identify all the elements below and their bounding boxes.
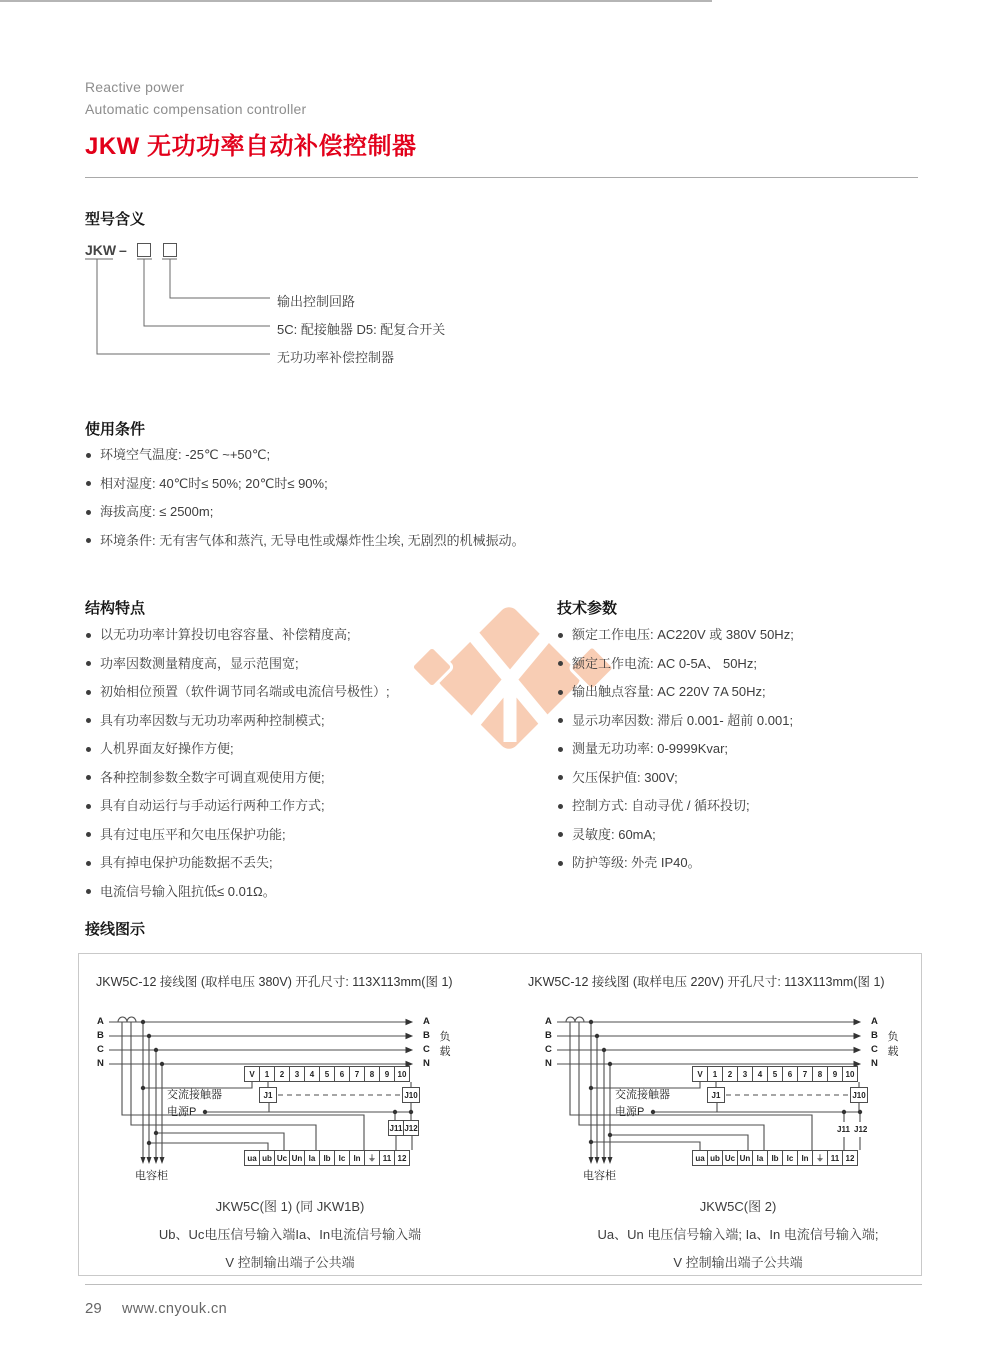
spec-item: 额定工作电压: AC220V 或 380V 50Hz; bbox=[557, 627, 794, 643]
terminal-cell: 12 bbox=[842, 1150, 858, 1166]
terminal-cell: Un bbox=[737, 1150, 753, 1166]
wiring-right-title: JKW5C-12 接线图 (取样电压 220V) 开孔尺寸: 113X113mm(图 1) bbox=[528, 975, 885, 989]
spec-item: 控制方式: 自动寻优 / 循环投切; bbox=[557, 798, 794, 814]
phase-label-b-out: B bbox=[423, 1030, 430, 1041]
phase-label-n-out: N bbox=[871, 1058, 878, 1069]
spec-item: 显示功率因数: 滞后 0.001- 超前 0.001; bbox=[557, 713, 794, 729]
phase-label-c: C bbox=[545, 1044, 552, 1055]
terminal-cell: 4 bbox=[304, 1066, 320, 1082]
subtitle-en-line1: Reactive power bbox=[85, 79, 185, 95]
right-caption-common: V 控制输出端子公共端 bbox=[673, 1255, 803, 1270]
terminal-cell: V bbox=[244, 1066, 260, 1082]
terminal-cell: 3 bbox=[289, 1066, 305, 1082]
model-label-switch-type: 5C: 配接触器 D5: 配复合开关 bbox=[277, 322, 446, 337]
spec-item: 输出触点容量: AC 220V 7A 50Hz; bbox=[557, 684, 794, 700]
terminal-cell: Uc bbox=[722, 1150, 738, 1166]
contactor-label: 交流接触器 bbox=[615, 1089, 670, 1101]
footer-divider bbox=[85, 1284, 922, 1285]
terminal-cell: ub bbox=[259, 1150, 275, 1166]
terminal-cell: Ia bbox=[752, 1150, 768, 1166]
terminal-cell: 2 bbox=[274, 1066, 290, 1082]
terminal-cell: 1 bbox=[259, 1066, 275, 1082]
terminal-cell: 4 bbox=[752, 1066, 768, 1082]
terminal-cell: 9 bbox=[827, 1066, 843, 1082]
relay-cell: J11 bbox=[388, 1120, 404, 1136]
phase-label-n-out: N bbox=[423, 1058, 430, 1069]
bottom-terminal-strip bbox=[244, 1150, 410, 1166]
feature-item: 初始相位预置（软件调节同名端或电流信号极性）; bbox=[85, 684, 390, 700]
terminal-cell: 1 bbox=[707, 1066, 723, 1082]
feature-item: 以无功功率计算投切电容容量、补偿精度高; bbox=[85, 627, 390, 643]
terminal-cell: Ib bbox=[319, 1150, 335, 1166]
features-heading: 结构特点 bbox=[85, 600, 146, 617]
relay-cell: J12 bbox=[403, 1120, 419, 1136]
terminal-cell: Ic bbox=[334, 1150, 350, 1166]
spec-item: 欠压保护值: 300V; bbox=[557, 770, 794, 786]
terminal-cell: V bbox=[692, 1066, 708, 1082]
relay-j11-label: J11 bbox=[837, 1125, 850, 1134]
feature-item: 各种控制参数全数字可调直观使用方便; bbox=[85, 770, 390, 786]
features-list bbox=[85, 627, 390, 912]
phase-label-a-out: A bbox=[871, 1016, 878, 1027]
contactor-label: 交流接触器 bbox=[167, 1089, 222, 1101]
wiring-heading: 接线图示 bbox=[85, 921, 146, 938]
top-terminal-strip bbox=[692, 1066, 858, 1082]
website-url: www.cnyouk.cn bbox=[122, 1301, 228, 1317]
model-label-output-loops: 输出控制回路 bbox=[277, 294, 356, 309]
feature-item: 功率因数测量精度高，显示范围宽; bbox=[85, 656, 390, 672]
terminal-cell: ub bbox=[707, 1150, 723, 1166]
terminal-cell: Ib bbox=[767, 1150, 783, 1166]
terminal-cell: ua bbox=[692, 1150, 708, 1166]
terminal-cell: 10 bbox=[394, 1066, 410, 1082]
capacitor-cabinet-label: 电容柜 bbox=[583, 1170, 616, 1182]
terminal-cell: 12 bbox=[394, 1150, 410, 1166]
right-caption-signals: Ua、Un 电压信号输入端; Ia、In 电流信号输入端; bbox=[597, 1227, 879, 1242]
phase-label-n: N bbox=[545, 1058, 552, 1069]
feature-item: 具有过电压平和欠电压保护功能; bbox=[85, 827, 390, 843]
phase-label-c-out: C bbox=[423, 1044, 430, 1055]
phase-label-b: B bbox=[97, 1030, 104, 1041]
relay-j11-j12-strip bbox=[388, 1120, 419, 1136]
model-prefix: JKW bbox=[85, 242, 117, 258]
wiring-left-title: JKW5C-12 接线图 (取样电压 380V) 开孔尺寸: 113X113mm(图 1) bbox=[96, 975, 453, 989]
usage-heading: 使用条件 bbox=[85, 421, 146, 438]
specs-list bbox=[557, 627, 794, 884]
feature-item: 人机界面友好操作方便; bbox=[85, 741, 390, 757]
usage-item: 环境空气温度: -25℃ ~+50℃; bbox=[85, 447, 525, 463]
spec-item: 灵敏度: 60mA; bbox=[557, 827, 794, 843]
feature-item: 具有掉电保护功能数据不丢失; bbox=[85, 855, 390, 871]
terminal-cell: 3 bbox=[737, 1066, 753, 1082]
terminal-cell: ⏚ bbox=[364, 1150, 380, 1166]
usage-item: 相对湿度: 40℃时≤ 50%; 20℃时≤ 90%; bbox=[85, 476, 525, 492]
phase-label-b: B bbox=[545, 1030, 552, 1041]
phase-label-c-out: C bbox=[871, 1044, 878, 1055]
terminal-cell: In bbox=[349, 1150, 365, 1166]
model-dash: – bbox=[119, 242, 127, 258]
terminal-cell: 7 bbox=[349, 1066, 365, 1082]
terminal-cell: 5 bbox=[767, 1066, 783, 1082]
terminal-cell: 11 bbox=[379, 1150, 395, 1166]
terminal-cell: 9 bbox=[379, 1066, 395, 1082]
terminal-cell: 7 bbox=[797, 1066, 813, 1082]
model-meaning-heading: 型号含义 bbox=[85, 211, 146, 228]
relay-j12-label: J12 bbox=[854, 1125, 868, 1134]
top-terminal-strip bbox=[244, 1066, 410, 1082]
specs-heading: 技术参数 bbox=[557, 600, 618, 617]
page-title: JKW 无功功率自动补偿控制器 bbox=[85, 133, 417, 160]
terminal-cell: 10 bbox=[842, 1066, 858, 1082]
phase-label-c: C bbox=[97, 1044, 104, 1055]
bottom-terminal-strip bbox=[692, 1150, 858, 1166]
relay-j10: J10 bbox=[402, 1087, 420, 1103]
relay-j1: J1 bbox=[707, 1087, 725, 1103]
terminal-cell: Un bbox=[289, 1150, 305, 1166]
terminal-cell: 8 bbox=[812, 1066, 828, 1082]
wiring-diagram-220v bbox=[543, 1008, 933, 1193]
capacitor-cabinet-label: 电容柜 bbox=[135, 1170, 168, 1182]
left-caption-signals: Ub、Uc电压信号输入端Ia、In电流信号输入端 bbox=[158, 1227, 422, 1242]
right-caption-model: JKW5C(图 2) bbox=[699, 1199, 777, 1214]
left-caption-common: V 控制输出端子公共端 bbox=[225, 1255, 355, 1270]
terminal-cell: 5 bbox=[319, 1066, 335, 1082]
spec-item: 测量无功功率: 0-9999Kvar; bbox=[557, 741, 794, 757]
usage-item: 环境条件: 无有害气体和蒸汽, 无导电性或爆炸性尘埃, 无剧烈的机械振动。 bbox=[85, 533, 525, 549]
spec-item: 防护等级: 外壳 IP40。 bbox=[557, 855, 794, 871]
power-label: 电源P bbox=[615, 1106, 645, 1118]
terminal-cell: Uc bbox=[274, 1150, 290, 1166]
terminal-cell: 11 bbox=[827, 1150, 843, 1166]
terminal-cell: ua bbox=[244, 1150, 260, 1166]
spec-item: 额定工作电流: AC 0-5A、 50Hz; bbox=[557, 656, 794, 672]
terminal-cell: 6 bbox=[782, 1066, 798, 1082]
terminal-cell: Ia bbox=[304, 1150, 320, 1166]
wiring-diagram-380v bbox=[95, 1008, 485, 1193]
load-label: 负载 bbox=[887, 1031, 899, 1058]
phase-label-n: N bbox=[97, 1058, 104, 1069]
phase-label-a: A bbox=[545, 1016, 552, 1027]
model-connector-lines bbox=[85, 255, 285, 360]
subtitle-en-line2: Automatic compensation controller bbox=[85, 101, 307, 117]
terminal-cell: 8 bbox=[364, 1066, 380, 1082]
relay-j10: J10 bbox=[850, 1087, 868, 1103]
feature-item: 电流信号输入阻抗低≤ 0.01Ω。 bbox=[85, 884, 390, 900]
model-label-controller: 无功功率补偿控制器 bbox=[277, 350, 395, 365]
title-divider bbox=[85, 177, 918, 178]
load-label: 负载 bbox=[439, 1031, 451, 1058]
feature-item: 具有功率因数与无功功率两种控制模式; bbox=[85, 713, 390, 729]
power-label: 电源P bbox=[167, 1106, 197, 1118]
relay-j1: J1 bbox=[259, 1087, 277, 1103]
feature-item: 具有自动运行与手动运行两种工作方式; bbox=[85, 798, 390, 814]
phase-label-a-out: A bbox=[423, 1016, 430, 1027]
left-caption-model: JKW5C(图 1) (同 JKW1B) bbox=[215, 1199, 365, 1214]
terminal-cell: 2 bbox=[722, 1066, 738, 1082]
phase-label-a: A bbox=[97, 1016, 104, 1027]
usage-conditions-list bbox=[85, 447, 525, 561]
terminal-cell: ⏚ bbox=[812, 1150, 828, 1166]
phase-label-b-out: B bbox=[871, 1030, 878, 1041]
terminal-cell: In bbox=[797, 1150, 813, 1166]
terminal-cell: Ic bbox=[782, 1150, 798, 1166]
page-number: 29 bbox=[85, 1300, 102, 1317]
terminal-cell: 6 bbox=[334, 1066, 350, 1082]
usage-item: 海拔高度: ≤ 2500m; bbox=[85, 504, 525, 520]
